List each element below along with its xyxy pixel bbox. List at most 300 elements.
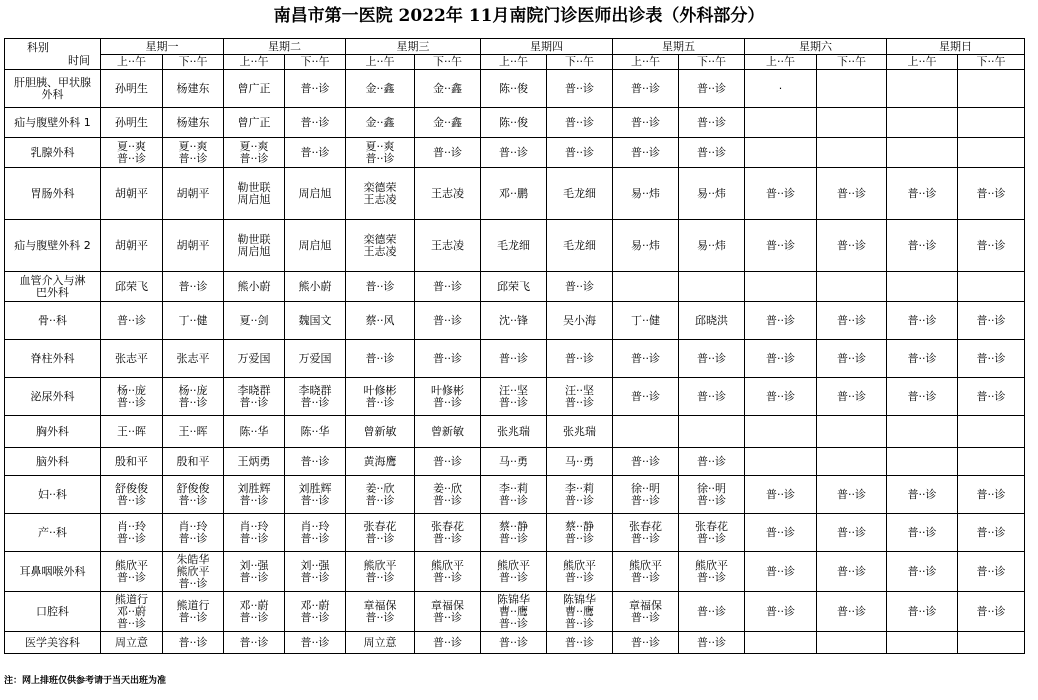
doctor-name: 普··诊 [565,616,594,630]
schedule-cell [224,108,285,138]
doctor-name: 普··诊 [117,151,146,165]
schedule-cell [415,592,481,632]
dept-name-line: 妇··科 [38,487,67,501]
doctor-name: 普··诊 [907,351,937,365]
doctor-name: 普··诊 [178,635,208,649]
schedule-cell [346,302,415,340]
doctor-name: 周启旭 [298,238,332,252]
doctor-name: 叶修彬 [363,383,397,397]
schedule-cell [887,632,958,654]
doctor-name: 汪··坚 [499,383,528,397]
schedule-cell [679,70,745,108]
schedule-cell [613,476,679,514]
doctor-name: 普··诊 [117,493,146,507]
doctor-name: 易··炜 [631,186,660,200]
doctor-name: 曾新敏 [431,424,464,438]
doctor-name: 普··诊 [631,454,660,468]
schedule-cell [958,448,1025,476]
doctor-name: 汪··坚 [565,383,594,397]
doctor-name: 普··诊 [907,604,937,618]
doctor-name: 普··诊 [433,454,462,468]
schedule-cell [415,70,481,108]
schedule-cell [481,138,547,168]
doctor-name: 普··诊 [117,570,146,584]
doctor-name: 熊欣平 [497,558,530,572]
schedule-cell [679,514,745,552]
doctor-name: 张兆瑞 [497,424,530,438]
table-row [5,272,1025,302]
dept-name-line: 口腔科 [36,604,69,618]
dept-name-line: 疝与腹壁外科 1 [14,115,91,129]
schedule-cell [285,514,346,552]
schedule-cell [481,70,547,108]
doctor-name: 普··诊 [239,531,269,545]
doctor-name: 曹··鹰 [499,604,528,618]
schedule-cell [887,378,958,416]
doctor-name: 普··诊 [766,604,795,618]
schedule-cell [679,632,745,654]
doctor-name: 肖··玲 [300,519,330,533]
half-header-pm: 下··午 [958,55,1025,70]
doctor-name: 普··诊 [837,487,866,501]
table-row [5,592,1025,632]
doctor-name: 普··诊 [697,389,726,403]
doctor-name: 邱荣飞 [497,279,530,293]
schedule-cell [101,220,163,272]
doctor-name: 孙明生 [115,81,148,95]
doctor-name: 章福保 [629,598,662,612]
doctor-name: 杨建东 [176,115,210,129]
schedule-cell [547,448,613,476]
doctor-name: 普··诊 [239,570,269,584]
doctor-name: 普··诊 [837,604,866,618]
doctor-name: 普··诊 [300,115,330,129]
schedule-cell [547,416,613,448]
schedule-cell [285,108,346,138]
schedule-cell [817,592,887,632]
schedule-cell [817,416,887,448]
doctor-name: 普··诊 [907,525,937,539]
doctor-name: 普··诊 [499,395,528,409]
schedule-cell [481,108,547,138]
schedule-cell [101,168,163,220]
doctor-name: 普··诊 [365,351,395,365]
day-header-fri: 星期五 [613,39,745,55]
doctor-name: 邓··蔚 [117,604,146,618]
schedule-cell [101,340,163,378]
corner-cell [5,39,101,70]
schedule-cell [817,378,887,416]
doctor-name: 普··诊 [178,395,208,409]
schedule-cell [679,592,745,632]
schedule-cell [285,138,346,168]
doctor-name: 邓··鹏 [499,186,528,200]
schedule-cell [887,592,958,632]
doctor-name: 沈··锋 [499,313,528,327]
doctor-name: 姜··欣 [433,481,462,495]
schedule-cell [887,552,958,592]
schedule-cell [346,514,415,552]
schedule-cell [101,514,163,552]
schedule-cell [285,448,346,476]
dept-name-line: 脊柱外科 [30,351,75,365]
schedule-cell [679,340,745,378]
doctor-name: 普··诊 [631,351,660,365]
schedule-cell [163,302,224,340]
doctor-name: 普··诊 [300,395,330,409]
half-header-am: 上··午 [887,55,958,70]
schedule-cell [958,378,1025,416]
schedule-cell [346,448,415,476]
dept-name-line: 肝胆胰、甲状腺 [14,75,91,89]
schedule-cell [745,272,817,302]
schedule-cell [679,272,745,302]
schedule-cell [481,592,547,632]
dept-name-cell [5,302,101,340]
schedule-cell [415,302,481,340]
table-row [5,514,1025,552]
doctor-name: 普··诊 [907,564,937,578]
dept-name-cell [5,448,101,476]
schedule-cell [958,220,1025,272]
dept-name-line: 疝与腹壁外科 2 [14,238,91,252]
schedule-cell [679,168,745,220]
schedule-cell [285,272,346,302]
schedule-cell [613,272,679,302]
doctor-name: 普··诊 [907,186,937,200]
doctor-name: 夏··爽 [178,139,208,153]
schedule-cell [613,378,679,416]
schedule-cell [887,302,958,340]
doctor-name: 勒世联 [237,180,271,194]
doctor-name: 普··诊 [178,279,208,293]
doctor-name: 张志平 [176,351,210,365]
doctor-name: 普··诊 [976,351,1006,365]
schedule-cell [101,108,163,138]
schedule-cell [415,514,481,552]
doctor-name: 普··诊 [499,616,528,630]
schedule-cell [415,416,481,448]
schedule-cell [745,476,817,514]
doctor-name: 金··鑫 [433,115,462,129]
doctor-name: 夏··剑 [239,313,269,327]
doctor-name: 刘··强 [239,558,269,572]
doctor-name: 马··勇 [499,454,528,468]
doctor-name: 普··诊 [178,493,208,507]
half-header-am: 上··午 [481,55,547,70]
schedule-cell [958,168,1025,220]
doctor-name: 杨建东 [176,81,210,95]
schedule-cell [163,416,224,448]
schedule-cell [958,476,1025,514]
doctor-name: 普··诊 [117,616,146,630]
half-header-pm: 下··午 [163,55,224,70]
doctor-name: 普··诊 [976,525,1006,539]
doctor-name: 普··诊 [565,145,594,159]
doctor-name: 普··诊 [697,493,726,507]
dept-name-line: 骨··科 [38,313,67,327]
dept-name-cell [5,514,101,552]
doctor-name: 肖··玲 [117,519,146,533]
schedule-cell [163,476,224,514]
dept-name-line: 胃肠外科 [30,186,75,200]
doctor-name: 金··鑫 [433,81,462,95]
schedule-cell [163,70,224,108]
schedule-cell [481,220,547,272]
schedule-cell [679,138,745,168]
schedule-cell [613,108,679,138]
doctor-name: 普··诊 [117,313,146,327]
schedule-table [4,38,1025,654]
schedule-cell [958,416,1025,448]
doctor-name: 易··炜 [697,238,726,252]
schedule-cell [224,552,285,592]
doctor-name: 李晓群 [298,383,332,397]
schedule-cell [101,552,163,592]
schedule-cell [679,416,745,448]
doctor-name: 普··诊 [239,635,269,649]
schedule-cell [346,378,415,416]
doctor-name: 普··诊 [907,238,937,252]
doctor-name: 夏··爽 [117,139,146,153]
schedule-cell [817,632,887,654]
doctor-name: 栾德荣 [363,180,397,194]
dept-name-line: 脑外科 [36,454,69,468]
doctor-name: 舒俊俊 [115,481,148,495]
doctor-name: 邱荣飞 [115,279,148,293]
schedule-cell [547,220,613,272]
schedule-cell [547,272,613,302]
doctor-name: 黄海鹰 [363,454,397,468]
schedule-cell [745,168,817,220]
doctor-name: 刘胜辉 [237,481,271,495]
doctor-name: 陈··华 [239,424,269,438]
table-row [5,340,1025,378]
table-row [5,168,1025,220]
schedule-cell [101,272,163,302]
schedule-cell [101,138,163,168]
doctor-name: 普··诊 [433,395,462,409]
dept-name-line: 产··科 [38,525,67,539]
doctor-name: 夏··爽 [365,139,395,153]
doctor-name: 熊小蔚 [298,279,332,293]
doctor-name: 胡朝平 [115,238,148,252]
half-header-pm: 下··午 [285,55,346,70]
doctor-name: 普··诊 [631,635,660,649]
doctor-name: 普··诊 [433,635,462,649]
doctor-name: 徐··明 [631,481,660,495]
doctor-name: 普··诊 [766,313,795,327]
doctor-name: 张志平 [115,351,148,365]
schedule-cell [415,448,481,476]
schedule-cell [163,632,224,654]
doctor-name: 普··诊 [837,313,866,327]
doctor-name: 普··诊 [907,313,937,327]
doctor-name: 普··诊 [433,279,462,293]
schedule-cell [817,448,887,476]
doctor-name: 普··诊 [907,487,937,501]
schedule-cell [679,220,745,272]
schedule-cell [346,632,415,654]
half-header-pm: 下··午 [679,55,745,70]
doctor-name: 普··诊 [565,531,594,545]
schedule-cell [285,592,346,632]
doctor-name: 李··莉 [565,481,594,495]
doctor-name: 普··诊 [300,610,330,624]
schedule-cell [224,220,285,272]
dept-name-cell [5,476,101,514]
doctor-name: 普··诊 [766,238,795,252]
schedule-cell [101,592,163,632]
doctor-name: 魏国文 [298,313,332,327]
dept-name-cell [5,108,101,138]
doctor-name: 普··诊 [766,389,795,403]
doctor-name: 普··诊 [976,564,1006,578]
doctor-name: 普··诊 [499,570,528,584]
doctor-name: 普··诊 [631,145,660,159]
schedule-cell [745,592,817,632]
doctor-name: 邓··蔚 [300,598,330,612]
schedule-cell [346,476,415,514]
schedule-cell [224,592,285,632]
schedule-cell [163,220,224,272]
doctor-name: 王志凌 [363,244,397,258]
schedule-cell [481,302,547,340]
doctor-name: 夏··爽 [239,139,269,153]
schedule-cell [481,552,547,592]
schedule-cell [547,340,613,378]
doctor-name: 周启旭 [298,186,332,200]
doctor-name: 熊欣平 [629,558,662,572]
schedule-cell [415,138,481,168]
schedule-cell [346,138,415,168]
schedule-cell [346,70,415,108]
doctor-name: 殷和平 [176,454,210,468]
doctor-name: 毛龙细 [497,238,530,252]
doctor-name: 普··诊 [697,531,726,545]
doctor-name: 周启旭 [237,192,271,206]
schedule-cell [163,514,224,552]
doctor-name: 普··诊 [697,604,726,618]
doctor-name: 普··诊 [631,610,660,624]
doctor-name: 周启旭 [237,244,271,258]
doctor-name: 张春花 [695,519,728,533]
doctor-name: 熊欣平 [431,558,464,572]
doctor-name: 曹··鹰 [565,604,594,618]
schedule-cell [285,70,346,108]
doctor-name: 杨··庞 [117,383,146,397]
schedule-cell [547,70,613,108]
schedule-cell [817,272,887,302]
doctor-name: 张春花 [363,519,397,533]
schedule-cell [958,552,1025,592]
doctor-name: 普··诊 [631,81,660,95]
schedule-cell [481,514,547,552]
schedule-cell [613,592,679,632]
schedule-cell [224,632,285,654]
dept-name-line: 血管介入与淋 [19,273,86,287]
doctor-name: 普··诊 [239,610,269,624]
doctor-name: 杨··庞 [178,383,208,397]
schedule-cell [817,476,887,514]
schedule-cell [415,476,481,514]
schedule-cell [547,378,613,416]
schedule-cell [415,220,481,272]
doctor-name: 普··诊 [837,389,866,403]
dept-name-line: 医学美容科 [25,635,80,649]
doctor-name: 普··诊 [178,576,208,590]
doctor-name: 普··诊 [433,493,462,507]
schedule-cell [224,70,285,108]
schedule-cell [163,552,224,592]
schedule-cell [547,632,613,654]
schedule-cell [958,632,1025,654]
dept-name-cell [5,272,101,302]
doctor-name: 普··诊 [300,145,330,159]
doctor-name: 普··诊 [766,186,795,200]
doctor-name: 熊道行 [176,598,210,612]
doctor-name: 张春花 [629,519,662,533]
schedule-cell [224,416,285,448]
schedule-cell [958,302,1025,340]
schedule-cell [346,340,415,378]
schedule-cell [958,108,1025,138]
schedule-cell [415,168,481,220]
half-header-am: 上··午 [224,55,285,70]
doctor-name: 李晓群 [237,383,271,397]
doctor-name: 普··诊 [766,351,795,365]
schedule-cell [163,340,224,378]
doctor-name: 普··诊 [976,186,1006,200]
doctor-name: 普··诊 [300,454,330,468]
schedule-cell [481,378,547,416]
schedule-cell [547,552,613,592]
schedule-cell [613,70,679,108]
schedule-cell [887,514,958,552]
doctor-name: 普··诊 [117,395,146,409]
doctor-name: 李··莉 [499,481,528,495]
schedule-cell [887,168,958,220]
schedule-cell [224,138,285,168]
half-header-pm: 下··午 [817,55,887,70]
doctor-name: 蔡··静 [499,519,528,533]
doctor-name: 章福保 [431,598,464,612]
doctor-name: 王志凌 [431,238,464,252]
doctor-name: 普··诊 [631,115,660,129]
schedule-cell [745,138,817,168]
schedule-cell [481,340,547,378]
schedule-cell [887,70,958,108]
doctor-name: 普··诊 [565,351,594,365]
table-row [5,416,1025,448]
doctor-name: 周立意 [363,635,397,649]
schedule-cell [346,416,415,448]
dept-name-line: 巴外科 [36,285,69,299]
schedule-cell [346,168,415,220]
schedule-cell [958,340,1025,378]
doctor-name: 普··诊 [565,81,594,95]
doctor-name: 邱晓洪 [695,313,728,327]
doctor-name: 普··诊 [907,389,937,403]
schedule-cell [613,632,679,654]
doctor-name: 普··诊 [499,145,528,159]
footnote: 注：网上排班仅供参考请于当天出班为准 [4,676,167,686]
doctor-name: 金··鑫 [365,115,395,129]
schedule-cell [101,416,163,448]
dept-name-cell [5,378,101,416]
doctor-name: 王炳勇 [237,454,271,468]
schedule-cell [224,168,285,220]
